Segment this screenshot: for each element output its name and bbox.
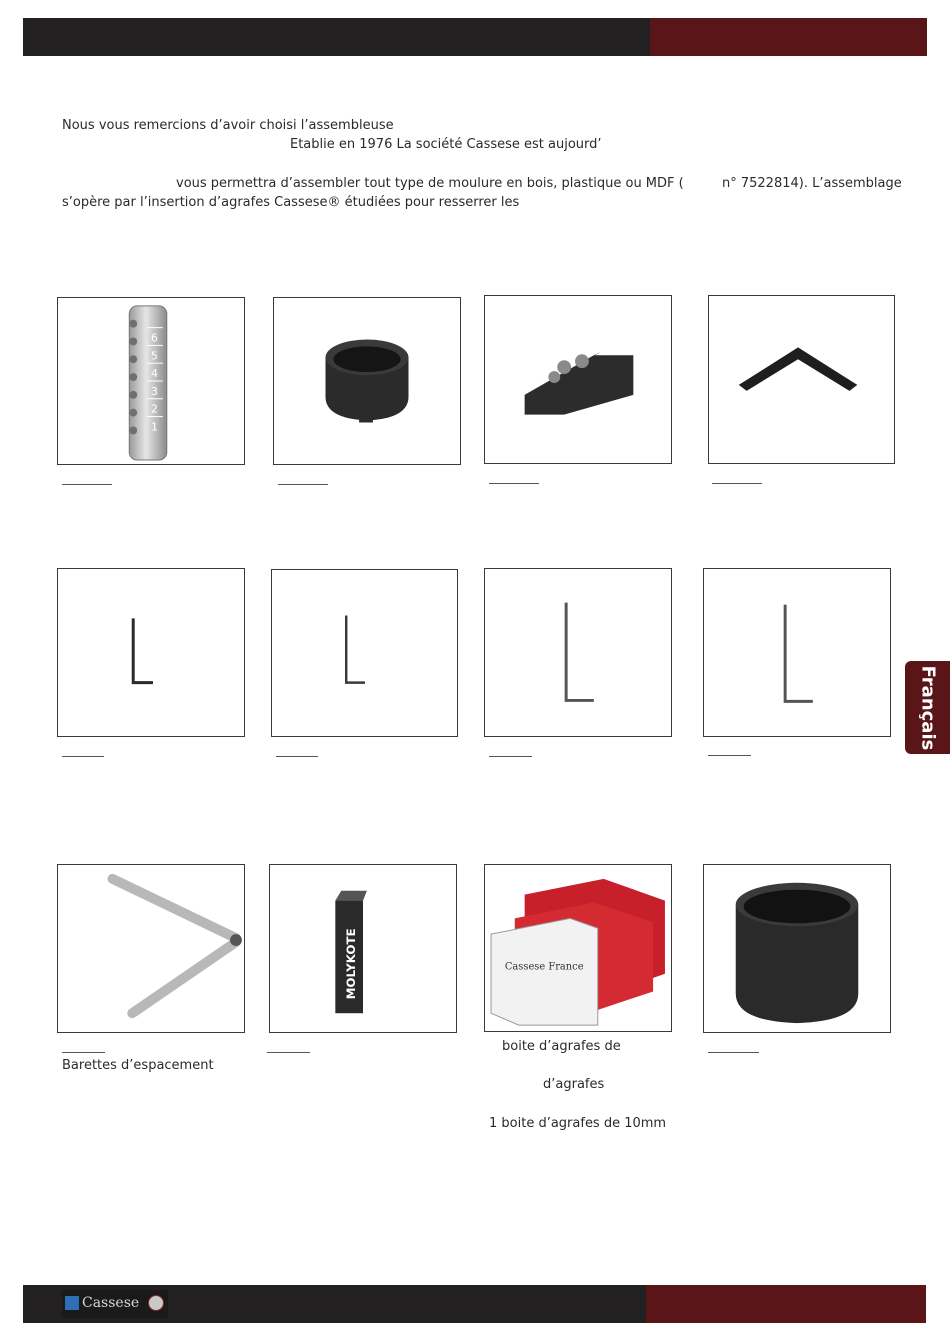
caption-rule [708,1052,759,1053]
caption-rule [708,755,751,756]
caption-boite-2: d’agrafes [543,1077,605,1092]
svg-text:MOLYKOTE: MOLYKOTE [344,928,359,1000]
svg-text:5: 5 [151,349,158,363]
cassese-logo [62,1290,168,1318]
header-bar-dark [23,18,650,56]
image-allen-key-2 [271,569,458,737]
image-sleeve [703,864,891,1033]
caption-rule [712,483,762,484]
caption-rule [489,756,532,757]
caption-rule [267,1052,310,1053]
logo-text: Cassese [82,1295,140,1311]
svg-text:3: 3 [151,384,158,398]
image-spacer-bars [57,864,245,1033]
image-molykote-tube [269,864,457,1033]
svg-text:6: 6 [151,331,158,345]
caption-barettes: Barettes d’espacement [62,1058,214,1073]
intro-line-1: Nous vous remercions d’avoir choisi l’assembleuse [62,118,394,133]
caption-rule [62,484,112,485]
svg-text:1: 1 [151,420,158,434]
caption-rule [62,1052,105,1053]
image-allen-key-1 [57,568,245,737]
header-bar-red [650,18,927,56]
caption-rule [489,483,539,484]
intro-line-3b: n° 7522814). L’assemblage [722,176,902,191]
image-ring-bushing [273,297,461,465]
image-angle-profile [708,295,895,464]
caption-rule [62,756,104,757]
caption-rule [276,756,318,757]
svg-text:Cassese France: Cassese France [504,961,584,973]
svg-text:4: 4 [151,367,158,381]
caption-boite-3: 1 boite d’agrafes de 10mm [489,1116,667,1131]
image-allen-key-4 [703,568,891,737]
caption-rule [278,484,328,485]
language-tab-label: Français [917,665,938,750]
logo-seal-icon [148,1295,164,1311]
image-height-gauge [57,297,245,465]
intro-line-3a: vous permettra d’assembler tout type de moulure en bois, plastique ou MDF ( [176,176,684,191]
image-allen-key-3 [484,568,672,737]
caption-boite-1: boite d’agrafes de [502,1039,621,1054]
intro-line-2: Etablie en 1976 La société Cassese est aujourd’ [290,137,602,152]
image-corner-guide [484,295,672,464]
image-staple-boxes [484,864,672,1032]
svg-text:2: 2 [151,402,158,416]
language-tab[interactable] [905,661,950,754]
intro-line-4: s’opère par l’insertion d’agrafes Cassese® étudiées pour resserrer les [62,195,520,210]
footer-bar-red [646,1285,926,1323]
logo-mark-icon [65,1296,79,1310]
